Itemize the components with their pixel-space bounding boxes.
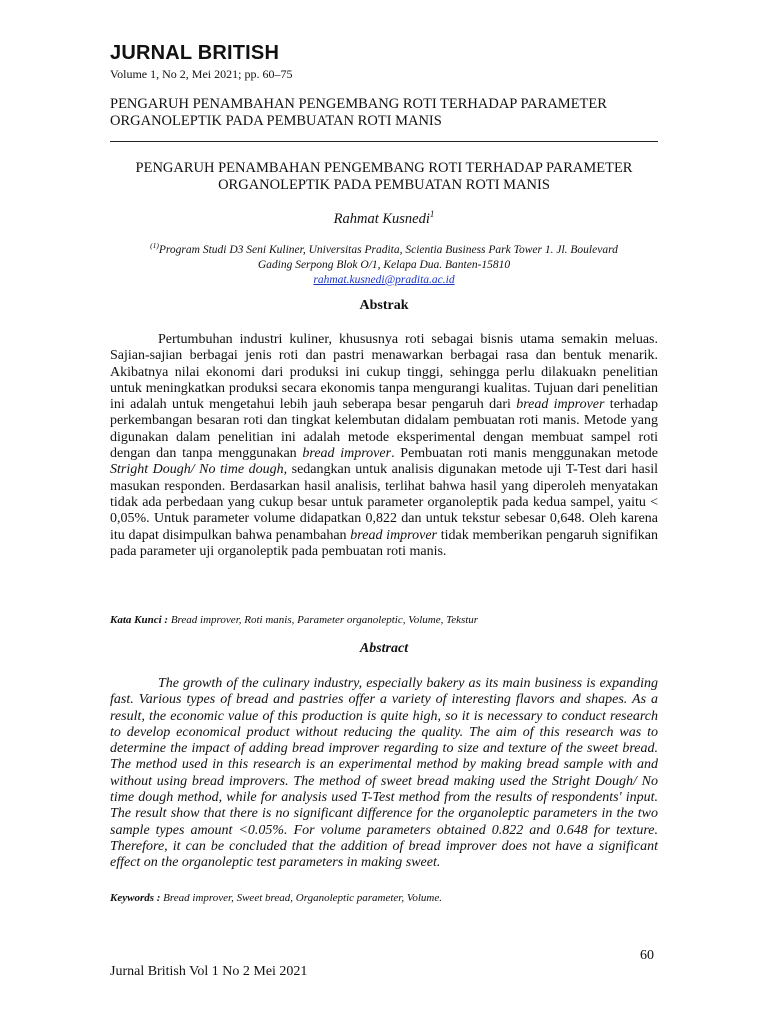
- header-divider: [110, 141, 658, 142]
- author-name: [110, 209, 658, 228]
- abstrak-text: sedangkan untuk analisis digunakan metode uji T-Test dari hasil masukan responden. Berdasarkan hasil analisis, terlihat bahwa hasil yang diperoleh menyatakan tidak ada perbedaan yang cukup besar untuk parameter organoleptik pada kedua sampel, yaitu < 0,05%. Untuk parameter volume didapatkan 0,822 dan untuk tekstur sebesar 0,648. Oleh karena itu dapat disimpulkan bahwa penambahan: [110, 462, 658, 543]
- abstrak-term: bread improver: [516, 397, 605, 413]
- abstract-heading: Abstract: [359, 641, 409, 656]
- abstrak-text: Pertumbuhan industri kuliner, khususnya roti sebagai bisnis utama semakin meluas. Sajian-sajian berbagai jenis roti dan pastri menawarkan berbagai rasa dan bentuk menarik. Akibatnya nilai ekonomi dari produksi ini cukup tinggi, sehingga perlu dilakuakn penelitian untuk meningkatkan produksi secara ekonomis tanpa mengurangi kualitas. Tujuan dari penelitian ini adalah untuk mengetahui lebih jauh seberapa besar pengaruh dari: [110, 332, 658, 413]
- affiliation-line: Gading Serpong Blok O/1, Kelapa Dua. Banten-15810: [257, 258, 511, 271]
- kata-kunci-label: Kata Kunci :: [110, 614, 169, 626]
- author-name-text: Rahmat Kusnedi: [333, 210, 430, 227]
- running-title-line: PENGARUH PENAMBAHAN PENGEMBANG ROTI TERHADAP PARAMETER: [110, 96, 607, 112]
- affiliation-mark: (1): [150, 241, 159, 250]
- abstrak-heading: Abstrak: [359, 298, 409, 313]
- abstrak-text: terhadap perkembangan besaran roti dan tingkat kelembutan didalam pembuatan roti manis. Metode yang digunakan dalam penelitian ini adalah metode eksperimental dengan membuat sampel roti dengan dan tanpa menggunakan: [110, 397, 659, 462]
- kata-kunci-list: Bread improver, Roti manis, Parameter organoleptic, Volume, Tekstur: [168, 614, 479, 626]
- page-number: 60: [640, 948, 654, 963]
- author-email-line: [110, 273, 658, 288]
- article-title-line: ORGANOLEPTIK PADA PEMBUATAN ROTI MANIS: [218, 177, 550, 193]
- abstract-paragraph: The growth of the culinary industry, especially bakery as its main business is expanding fast. Various types of bread and pastries offer a variety of interesting flavors and shapes. As a result, the economic value of this production is quite high, so it is necessary to conduct research to develop economical product without reducing the quality. The aim of this research was to determine the impact of adding bread improver regarding to size and texture of the sweet bread. The method used in this research is an experimental method by making bread sample with and without using bread improvers. The method of sweet bread making used the Stright Dough/ No time dough method, while for analysis used T-Test method from the results of respondents' input. The result show that there is no significant difference for the organoleptic parameters in the two sample types amount <0.05%. For volume parameters obtained 0.822 and 0.648 for texture. Therefore, it can be concluded that the addition of bread improver does not have a significant effect on the organoleptic test parameters in making sweet.: [110, 676, 658, 871]
- abstrak-text: . Pembuatan roti manis menggunakan metode: [391, 446, 659, 462]
- kata-kunci: [110, 614, 478, 626]
- journal-name: JURNAL BRITISH: [110, 42, 280, 64]
- keywords-label: Keywords :: [110, 892, 161, 904]
- article-title: [110, 160, 658, 194]
- footer-journal-issue: Jurnal British Vol 1 No 2 Mei 2021: [110, 964, 308, 979]
- author-affiliation-mark: 1: [429, 209, 435, 219]
- abstrak-paragraph: [110, 332, 658, 560]
- keywords: [110, 892, 442, 904]
- author-email-link[interactable]: rahmat.kusnedi@pradita.ac.id: [313, 273, 455, 286]
- affiliation-line: [110, 238, 658, 258]
- abstrak-text: tidak memberikan pengaruh signifikan pada parameter uji organoleptik pada pembuatan roti manis.: [110, 527, 658, 559]
- abstrak-term: Stright Dough/ No time dough,: [110, 462, 288, 478]
- article-title-line: PENGARUH PENAMBAHAN PENGEMBANG ROTI TERHADAP PARAMETER: [135, 160, 633, 176]
- abstrak-term: bread improver: [350, 527, 437, 543]
- abstrak-term: bread improver: [302, 446, 392, 462]
- running-title: [110, 96, 670, 130]
- keywords-list: Bread improver, Sweet bread, Organoleptic parameter, Volume.: [160, 892, 442, 904]
- author-affiliation: [110, 238, 658, 288]
- journal-volume-info: Volume 1, No 2, Mei 2021; pp. 60–75: [110, 67, 293, 81]
- affiliation-text: Program Studi D3 Seni Kuliner, Universitas Pradita, Scientia Business Park Tower 1. Jl. Boulevard: [158, 243, 618, 256]
- running-title-line: ORGANOLEPTIK PADA PEMBUATAN ROTI MANIS: [110, 113, 442, 129]
